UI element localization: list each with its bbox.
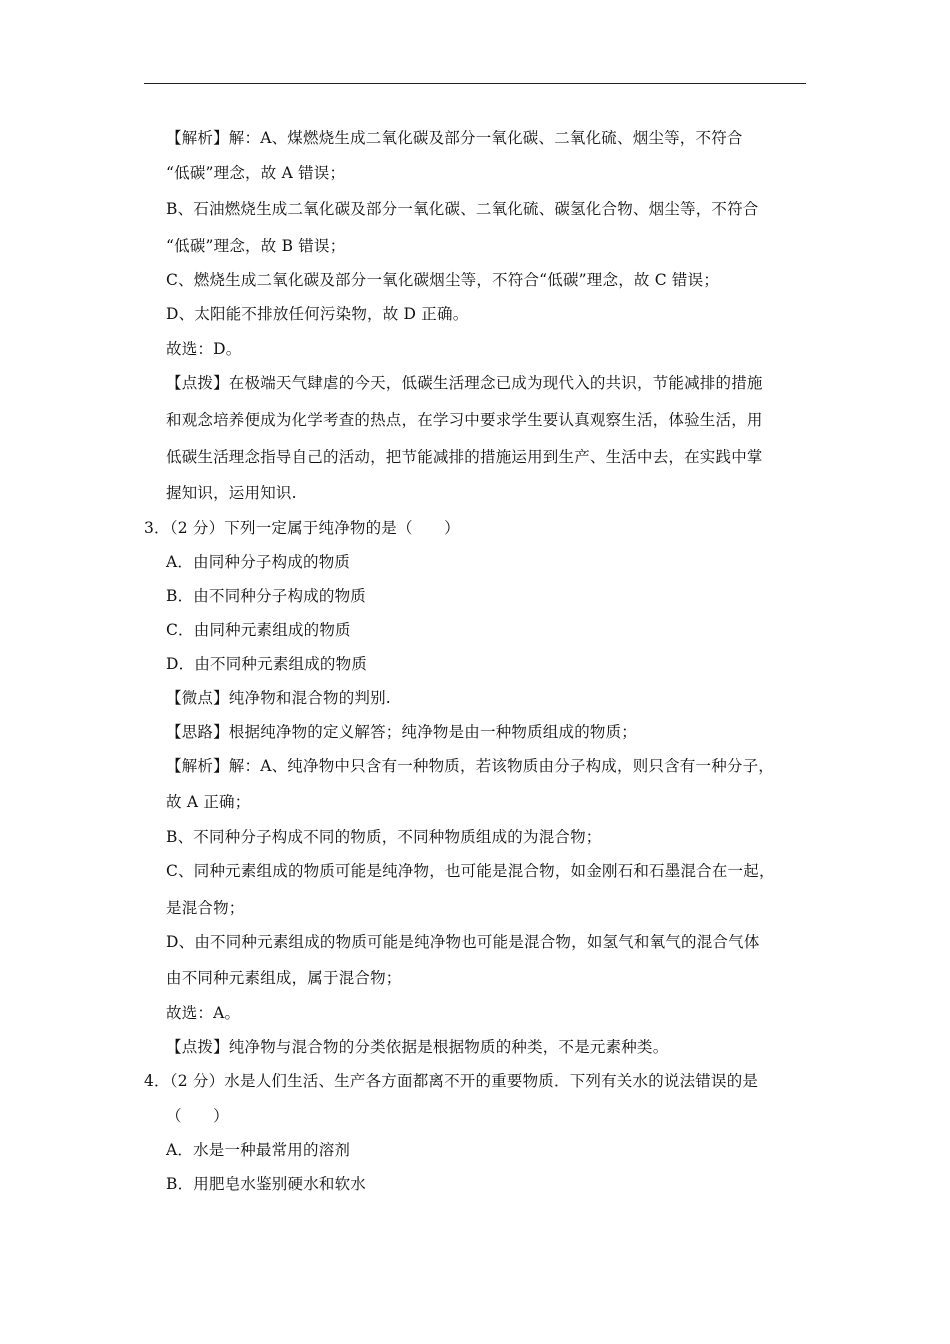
option-a: A．水是一种最常用的溶剂 [166,1141,351,1159]
text-line: D、由不同种元素组成的物质可能是纯净物也可能是混合物，如氢气和氧气的混合气体 [166,933,760,951]
text-line: 【点拨】在极端天气肆虐的今天，低碳生活理念已成为现代入的共识，节能减排的措施 [166,374,763,392]
option-c: C．由同种元素组成的物质 [166,621,351,639]
option-b: B．由不同种分子构成的物质 [166,587,366,605]
option-b: B．用肥皂水鉴别硬水和软水 [166,1175,366,1193]
text-line: C、同种元素组成的物质可能是纯净物，也可能是混合物，如金刚石和石墨混合在一起， [166,862,775,880]
option-d: D．由不同种元素组成的物质 [166,655,368,673]
answer-blank: （ ） [166,1107,229,1125]
text-line: 由不同种元素组成，属于混合物； [166,969,402,987]
question-4-stem: 4．（2 分）水是人们生活、生产各方面都离不开的重要物质．下列有关水的说法错误的是 [144,1072,759,1090]
text-line: 故 A 正确； [166,793,251,811]
text-line: 低碳生活理念指导自己的活动，把节能减排的措施运用到生产、生活中去，在实践中掌 [166,448,763,466]
text-line: “低碳”理念，故 B 错误； [166,237,346,255]
header-rule [144,83,806,84]
text-line: 故选：D。 [166,340,242,358]
text-line: B、不同种分子构成不同的物质，不同种物质组成的为混合物； [166,828,602,846]
text-line: 握知识，运用知识. [166,484,297,502]
text-line: 【微点】纯净物和混合物的判别. [166,689,391,707]
text-line: 【思路】根据纯净物的定义解答；纯净物是由一种物质组成的物质； [166,723,638,741]
text-line: 和观念培养便成为化学考查的热点，在学习中要求学生要认真观察生活，体验生活，用 [166,411,763,429]
text-line: 【解析】解：A、煤燃烧生成二氧化碳及部分一氧化碳、二氧化硫、烟尘等，不符合 [166,129,743,147]
option-a: A．由同种分子构成的物质 [166,553,351,571]
question-3-stem: 3．（2 分）下列一定属于纯净物的是（ ） [144,519,460,537]
text-line: D、太阳能不排放任何污染物，故 D 正确。 [166,305,469,323]
text-line: 是混合物； [166,899,245,917]
text-line: 【解析】解：A、纯净物中只含有一种物质，若该物质由分子构成，则只含有一种分子， [166,757,774,775]
text-line: “低碳”理念，故 A 错误； [166,164,346,182]
text-line: C、燃烧生成二氧化碳及部分一氧化碳烟尘等，不符合“低碳”理念，故 C 错误； [166,271,720,289]
text-line: 故选：A。 [166,1004,241,1022]
text-line: 【点拨】纯净物与混合物的分类依据是根据物质的种类，不是元素种类。 [166,1038,669,1056]
text-line: B、石油燃烧生成二氧化碳及部分一氧化碳、二氧化硫、碳氢化合物、烟尘等，不符合 [166,200,759,218]
